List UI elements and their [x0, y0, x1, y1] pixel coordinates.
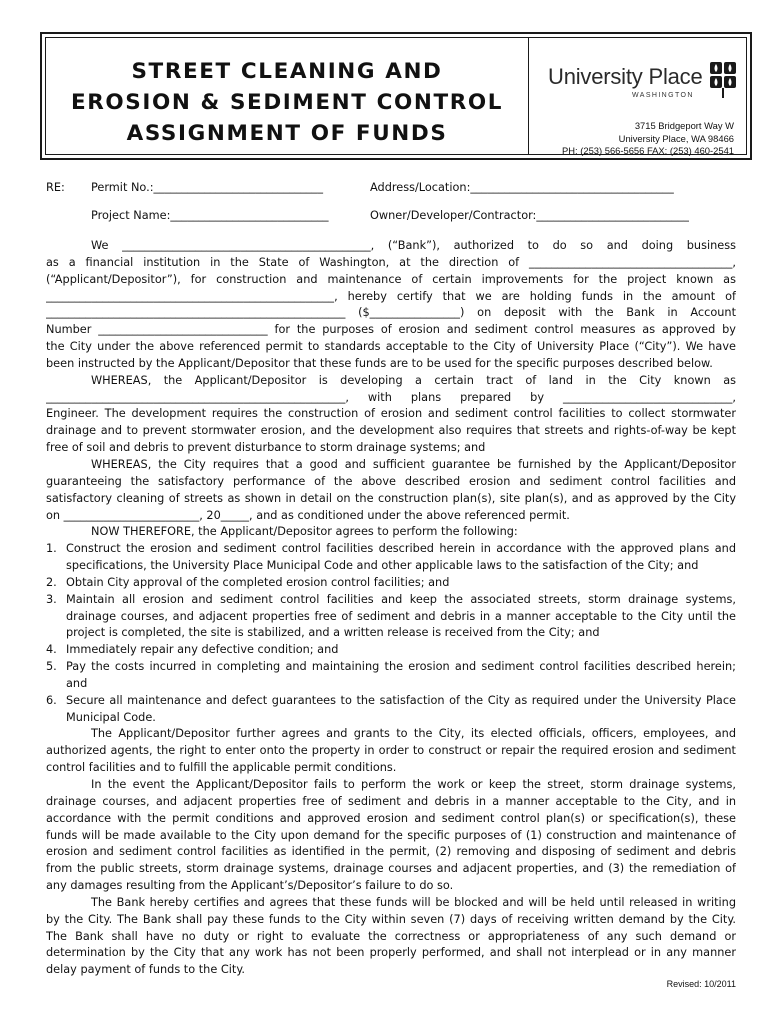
paragraph2-line-4: drainage and to prevent stormwater erosion, and the development also requires that streets and rights-of-way be kept: [46, 424, 736, 438]
paragraph6-line-5: delay payment of funds to the City.: [46, 963, 245, 977]
bank-certifies-paragraph: [46, 895, 736, 979]
list-item-line: Maintain all erosion and sediment control facilities and keep the associated streets, storm drainage systems,: [66, 592, 736, 606]
list-item-number: 6.: [46, 693, 57, 707]
re-row-2: [46, 208, 736, 238]
paragraph4-line-2: authorized agents, the right to enter onto the property in order to construct or repair the required erosion and sediment: [46, 744, 736, 758]
right-of-entry-paragraph: [46, 726, 736, 777]
paragraph2-line-5: free of soil and debris to prevent disturbance to storm drainage systems; and: [46, 441, 486, 455]
paragraph2-line-1: WHEREAS, the Applicant/Depositor is developing a certain tract of land in the City known as: [91, 373, 736, 387]
paragraph5-line-3: accordance with the permit conditions and approved erosion and sediment control plan(s) or specification(s), these: [46, 811, 736, 825]
list-item-line: project is completed, the site is stabilized, and a written release is received from the City; and: [66, 626, 600, 640]
list-item: [46, 642, 736, 659]
header-divider: [528, 38, 529, 154]
paragraph5-line-5: erosion and sediment control facilities as identified in the permit, (2) removing and disposing of sediment and debris: [46, 845, 736, 859]
list-item-line: drainage courses, and adjacent properties free of sediment and debris in a manner acceptable to the City until the: [66, 609, 736, 623]
paragraph6-line-4: determination by the City that any work has not been properly performed, and shall not interplead or in any manner: [46, 946, 736, 960]
list-item-line: specifications, the University Place Municipal Code and other applicable laws to the satisfaction of the City; and: [66, 559, 699, 573]
paragraph6-line-3: The Bank shall have no duty or right to evaluate the correctness or appropriateness of any such demand or: [46, 929, 736, 943]
paragraph1-line-6[interactable]: Number ______________________________ for the purposes of erosion and sediment control measures as approved by: [46, 323, 736, 337]
title-line-2: EROSION & SEDIMENT CONTROL: [70, 90, 504, 115]
list-item-number: 2.: [46, 575, 57, 589]
list-item: [46, 541, 736, 575]
list-item: [46, 575, 736, 592]
re-row-1: [46, 180, 736, 208]
list-item: [46, 693, 736, 727]
paragraph1-line-2[interactable]: as a financial institution in the State of Washington, at the direction of ____________________________________,: [46, 255, 736, 269]
list-item-line: Immediately repair any defective condition; and: [66, 643, 339, 657]
paragraph3-line-1: WHEREAS, the City requires that a good and sufficient guarantee be furnished by the Applicant/Depositor: [91, 457, 736, 471]
paragraph4-line-1: The Applicant/Depositor further agrees and grants to the City, its elected officials, officers, employees, and: [91, 727, 736, 741]
paragraph5-line-1: In the event the Applicant/Depositor fails to perform the work or keep the street, storm drainage systems,: [91, 778, 736, 791]
list-item-line: Municipal Code.: [66, 710, 156, 724]
list-item-line: Pay the costs incurred in completing and maintaining the erosion and sediment control facilities described herein;: [66, 660, 736, 674]
paragraph6-line-1: The Bank hereby certifies and agrees that these funds will be blocked and will be held until released in writing: [91, 895, 736, 909]
paragraph1-line-5[interactable]: _____________________________________________________ ($________________) on deposit with the Bank in Account: [46, 306, 736, 320]
paragraph5-line-4: funds will be made available to the City upon demand for the specific purposes of (1) construction and maintenance of: [46, 828, 736, 842]
document-body: [46, 180, 736, 979]
list-item-number: 4.: [46, 643, 57, 657]
list-item-line: Secure all maintenance and defect guarantees to the satisfaction of the City as required under the University Place: [66, 693, 736, 707]
paragraph1-line-8: been instructed by the Applicant/Depositor that these funds are to be used for the specific purposes described below.: [46, 356, 713, 370]
contact-info: [562, 120, 734, 158]
paragraph2-line-3: Engineer. The development requires the construction of erosion and sediment control facilities to collect stormwater: [46, 407, 736, 421]
list-item: [46, 659, 736, 693]
re-label: RE:: [46, 181, 65, 194]
paragraph2-line-2[interactable]: _____________________________________________________, with plans prepared by ______________________________,: [46, 390, 736, 404]
list-item-line: Construct the erosion and sediment control facilities described herein in accordance with the approved plans and: [66, 542, 736, 556]
title-line-3: ASSIGNMENT OF FUNDS: [126, 121, 448, 146]
phone-fax: PH: (253) 566-5656 FAX: (253) 460-2541: [562, 145, 734, 156]
paragraph1-line-7: the City under the above referenced permit to standards acceptable to the City of University Place (“City”). We have: [46, 340, 736, 354]
now-therefore-text: NOW THEREFORE, the Applicant/Depositor agrees to perform the following:: [91, 525, 518, 539]
revision-date: Revised: 10/2011: [666, 979, 736, 989]
title-line-1: STREET CLEANING AND: [131, 59, 443, 84]
address-location-field[interactable]: Address/Location:____________________________________: [370, 181, 674, 194]
paragraph1-line-4[interactable]: ___________________________________________________, hereby certify that we are holding funds in the amount of: [46, 289, 736, 303]
list-item-number: 1.: [46, 542, 57, 556]
leaf-logo-icon: [708, 60, 738, 100]
document-title: [52, 56, 522, 149]
paragraph1-line-1[interactable]: We ____________________________________________, (“Bank”), authorized to do so and doing business: [91, 239, 736, 252]
obligations-list: [46, 541, 736, 726]
paragraph5-line-2: drainage courses, and adjacent properties free of sediment and debris in a manner acceptable to the City, and in: [46, 794, 736, 808]
list-item: [46, 592, 736, 643]
paragraph5-line-6: from the public streets, storm drainage systems, drainage courses and adjacent properties, and (3) the remediation of: [46, 862, 736, 876]
whereas-guarantee-paragraph: [46, 457, 736, 524]
paragraph3-line-2: guaranteeing the satisfactory performance of the above described erosion and sediment control facilities and: [46, 474, 736, 488]
logo-subtext: WASHINGTON: [632, 92, 694, 99]
bank-certification-paragraph: [46, 238, 736, 373]
paragraph4-line-3: control facilities and to fulfill the applicable permit conditions.: [46, 761, 397, 775]
paragraph5-line-7: any damages resulting from the Applicant’s/Depositor’s failure to do so.: [46, 879, 454, 893]
paragraph6-line-2: by the City. The Bank shall pay these funds to the City within seven (7) days of receiving written demand by the City.: [46, 912, 736, 926]
header-box: [40, 32, 752, 160]
paragraph3-line-4[interactable]: on ________________________, 20_____, and as conditioned under the above referenced permit.: [46, 508, 570, 522]
paragraph1-line-3: (“Applicant/Depositor”), for construction and maintenance of certain improvements for the project known as: [46, 272, 736, 286]
address-line-2: University Place, WA 98466: [618, 132, 734, 144]
address-line-1: 3715 Bridgeport Way W: [634, 120, 734, 131]
now-therefore-line: [46, 524, 736, 541]
owner-developer-contractor-field[interactable]: Owner/Developer/Contractor:___________________________: [370, 209, 689, 222]
project-name-field[interactable]: Project Name:____________________________: [91, 209, 329, 222]
list-item-number: 5.: [46, 660, 57, 674]
whereas-development-paragraph: [46, 373, 736, 457]
city-logo: [548, 58, 748, 110]
permit-no-field[interactable]: Permit No.:______________________________: [91, 181, 323, 194]
header-inner-border: [45, 37, 747, 155]
list-item-line: Obtain City approval of the completed erosion control facilities; and: [66, 575, 450, 589]
paragraph3-line-3: satisfactory cleaning of streets as shown in detail on the construction plan(s), site plan(s), and as approved by the City: [46, 491, 736, 505]
list-item-line: and: [66, 676, 88, 690]
failure-to-perform-paragraph: [46, 777, 736, 895]
list-item-number: 3.: [46, 592, 57, 606]
logo-text: University Place: [548, 64, 703, 89]
